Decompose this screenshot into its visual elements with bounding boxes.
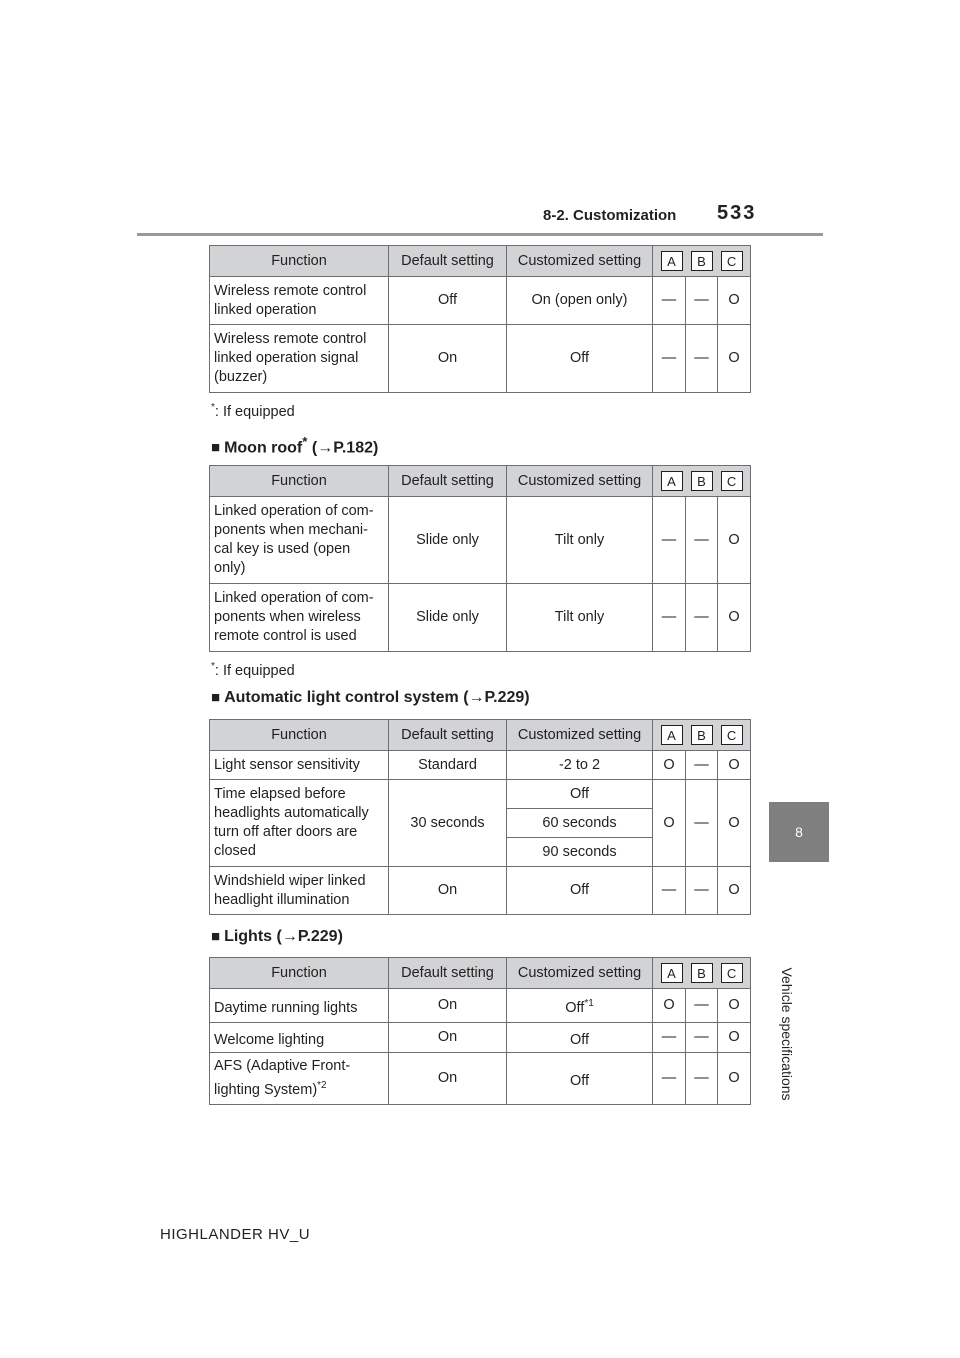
cell-default: 30 seconds xyxy=(389,780,507,867)
cell-a: O xyxy=(653,751,686,780)
col-letters xyxy=(653,466,751,497)
col-customized: Customized setting xyxy=(507,720,653,751)
cell-b: — xyxy=(686,1023,718,1053)
col-default: Default setting xyxy=(389,466,507,497)
table-autolight xyxy=(209,719,751,915)
col-default: Default setting xyxy=(389,958,507,989)
table-row xyxy=(210,584,751,652)
cell-c: O xyxy=(718,497,751,584)
table-header xyxy=(210,466,751,497)
table-header xyxy=(210,720,751,751)
moonroof-heading: ■ Moon roof* (→P.182) xyxy=(211,434,379,457)
cell-default: Standard xyxy=(389,751,507,780)
chapter-tab[interactable] xyxy=(769,802,829,862)
cell-function: Time elapsed before headlights automatically turn off after doors are closed xyxy=(210,780,389,867)
letter-b: B xyxy=(691,471,713,491)
cell-default: On xyxy=(389,1023,507,1053)
cell-customized: Off xyxy=(507,1053,653,1105)
table-row xyxy=(210,1053,751,1105)
cell-function: Linked operation of com-ponents when mechani-cal key is used (open only) xyxy=(210,497,389,584)
table-moonroof xyxy=(209,465,751,652)
cell-function: Light sensor sensitivity xyxy=(210,751,389,780)
table-row xyxy=(210,497,751,584)
cell-customized: Tilt only xyxy=(507,497,653,584)
cell-function: AFS (Adaptive Front-lighting System)$^{*2}$ xyxy=(210,1053,389,1105)
cell-b: — xyxy=(686,1053,718,1105)
table-row xyxy=(210,780,751,809)
letter-c: C xyxy=(721,251,743,271)
cell-default: On xyxy=(389,1053,507,1105)
cell-option: 60 seconds xyxy=(507,809,653,838)
col-letters xyxy=(653,958,751,989)
letter-a: A xyxy=(661,471,683,491)
cell-a: O xyxy=(653,780,686,867)
cell-b: — xyxy=(686,989,718,1023)
letter-a: A xyxy=(661,725,683,745)
cell-b: — xyxy=(686,751,718,780)
cell-function: Welcome lighting xyxy=(210,1023,389,1053)
table-row xyxy=(210,325,751,393)
col-default: Default setting xyxy=(389,720,507,751)
cell-c: O xyxy=(718,1053,751,1105)
col-function: Function xyxy=(210,466,389,497)
cell-b: — xyxy=(686,780,718,867)
cell-function: Wireless remote control linked operation signal (buzzer) xyxy=(210,325,389,393)
table-row xyxy=(210,1023,751,1053)
cell-default: Off xyxy=(389,277,507,325)
cell-c: O xyxy=(718,584,751,652)
cell-customized: -2 to 2 xyxy=(507,751,653,780)
cell-a: — xyxy=(653,325,686,393)
cell-customized: On (open only) xyxy=(507,277,653,325)
page-number: 533 xyxy=(717,202,757,224)
cell-function: Linked operation of com-ponents when wireless remote control is used xyxy=(210,584,389,652)
col-default: Default setting xyxy=(389,246,507,277)
cell-a: — xyxy=(653,1023,686,1053)
cell-default: On xyxy=(389,325,507,393)
cell-customized: Off xyxy=(507,1023,653,1053)
table-door-lock xyxy=(209,245,751,393)
cell-default: On xyxy=(389,989,507,1023)
table-header xyxy=(210,246,751,277)
cell-a: — xyxy=(653,867,686,915)
chapter-number: 8 xyxy=(795,824,803,840)
cell-customized: Off xyxy=(507,325,653,393)
col-letters xyxy=(653,720,751,751)
letter-b: B xyxy=(691,251,713,271)
table-header xyxy=(210,958,751,989)
model-footer: HIGHLANDER HV_U xyxy=(160,1226,311,1243)
cell-option: Off xyxy=(507,780,653,809)
letter-a: A xyxy=(661,963,683,983)
cell-c: O xyxy=(718,1023,751,1053)
col-function: Function xyxy=(210,720,389,751)
cell-c: O xyxy=(718,989,751,1023)
col-function: Function xyxy=(210,246,389,277)
cell-b: — xyxy=(686,277,718,325)
table-lights xyxy=(209,957,751,1105)
cell-c: O xyxy=(718,277,751,325)
footnote-if-equipped: *: If equipped xyxy=(211,402,295,420)
letter-a: A xyxy=(661,251,683,271)
letter-c: C xyxy=(721,471,743,491)
cell-b: — xyxy=(686,584,718,652)
cell-c: O xyxy=(718,867,751,915)
cell-default: Slide only xyxy=(389,497,507,584)
lights-heading: ■ Lights (→P.229) xyxy=(211,928,343,945)
cell-b: — xyxy=(686,325,718,393)
cell-b: — xyxy=(686,867,718,915)
footnote-if-equipped: *: If equipped xyxy=(211,661,295,679)
cell-default: On xyxy=(389,867,507,915)
cell-c: O xyxy=(718,325,751,393)
cell-a: — xyxy=(653,277,686,325)
table-row xyxy=(210,867,751,915)
cell-function: Windshield wiper linked headlight illumination xyxy=(210,867,389,915)
cell-option: 90 seconds xyxy=(507,838,653,867)
col-customized: Customized setting xyxy=(507,246,653,277)
letter-b: B xyxy=(691,963,713,983)
table-row xyxy=(210,277,751,325)
cell-b: — xyxy=(686,497,718,584)
table-row xyxy=(210,751,751,780)
col-letters xyxy=(653,246,751,277)
col-function: Function xyxy=(210,958,389,989)
cell-customized: Off xyxy=(507,867,653,915)
cell-default: Slide only xyxy=(389,584,507,652)
cell-function: Daytime running lights xyxy=(210,989,389,1023)
autolight-heading: ■ Automatic light control system (→P.229) xyxy=(211,689,530,706)
cell-customized: Off$^{*1}$ xyxy=(507,989,653,1023)
letter-c: C xyxy=(721,725,743,745)
cell-a: — xyxy=(653,584,686,652)
table-row xyxy=(210,989,751,1023)
chapter-label: Vehicle specifications xyxy=(779,967,795,1101)
cell-a: O xyxy=(653,989,686,1023)
col-customized: Customized setting xyxy=(507,466,653,497)
letter-c: C xyxy=(721,963,743,983)
cell-c: O xyxy=(718,780,751,867)
header-rule xyxy=(137,233,823,236)
section-title: 8-2. Customization xyxy=(543,207,677,224)
letter-b: B xyxy=(691,725,713,745)
cell-a: — xyxy=(653,497,686,584)
cell-c: O xyxy=(718,751,751,780)
cell-a: — xyxy=(653,1053,686,1105)
col-customized: Customized setting xyxy=(507,958,653,989)
cell-customized: Tilt only xyxy=(507,584,653,652)
cell-function: Wireless remote control linked operation xyxy=(210,277,389,325)
